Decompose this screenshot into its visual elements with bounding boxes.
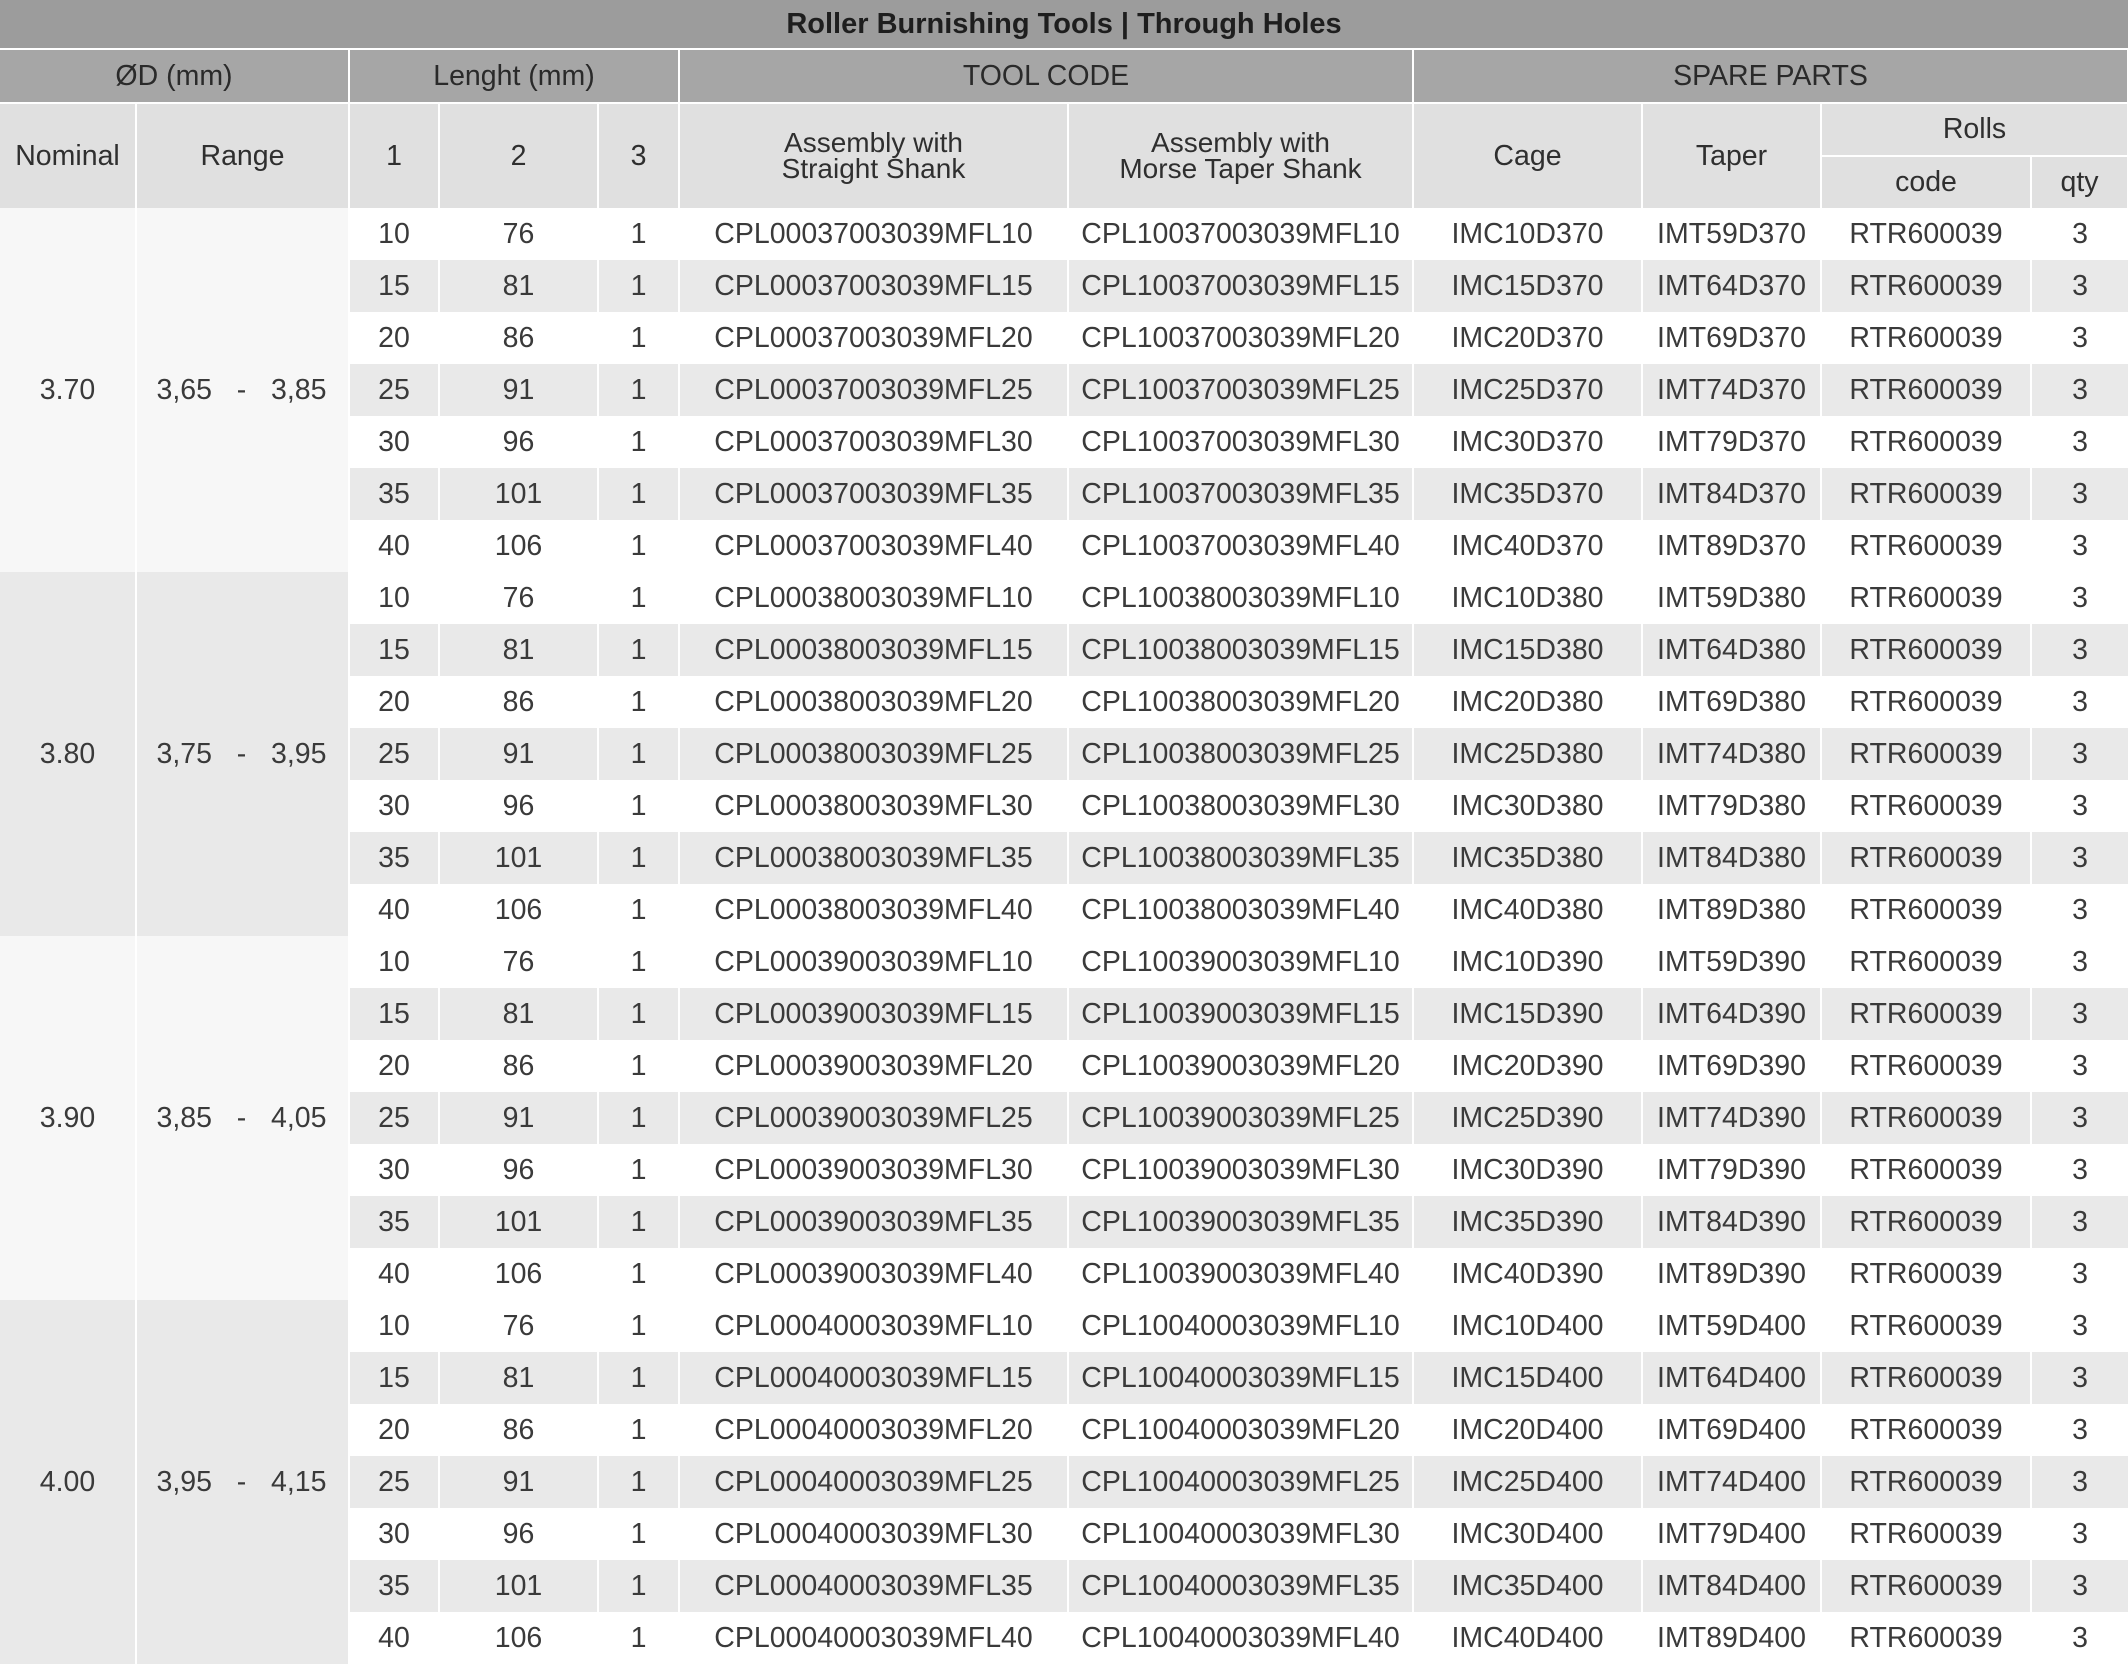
length-1-cell: 40 xyxy=(349,1612,439,1664)
taper-code-cell: IMT69D370 xyxy=(1642,312,1821,364)
roll-code-cell: RTR600039 xyxy=(1821,312,2031,364)
straight-shank-header-line1: Assembly with xyxy=(784,127,963,158)
length-1-cell: 25 xyxy=(349,364,439,416)
morse-taper-code-cell: CPL10040003039MFL20 xyxy=(1068,1404,1413,1456)
cage-code-cell: IMC35D370 xyxy=(1413,468,1642,520)
roll-code-cell: RTR600039 xyxy=(1821,832,2031,884)
straight-shank-code-cell: CPL00039003039MFL20 xyxy=(679,1040,1068,1092)
morse-taper-code-cell: CPL10037003039MFL25 xyxy=(1068,364,1413,416)
length-3-cell: 1 xyxy=(598,1196,679,1248)
roll-code-cell: RTR600039 xyxy=(1821,1196,2031,1248)
length-3-cell: 1 xyxy=(598,832,679,884)
cage-code-cell: IMC10D390 xyxy=(1413,936,1642,988)
table-row xyxy=(0,936,2128,988)
morse-taper-code-cell: CPL10039003039MFL15 xyxy=(1068,988,1413,1040)
range-dash: - xyxy=(224,1300,259,1664)
length-1-cell: 25 xyxy=(349,728,439,780)
length-1-cell: 15 xyxy=(349,988,439,1040)
length-1-header: 1 xyxy=(349,103,439,208)
roll-qty-cell: 3 xyxy=(2031,1352,2128,1404)
length-2-cell: 101 xyxy=(439,468,598,520)
roll-code-cell: RTR600039 xyxy=(1821,624,2031,676)
length-3-cell: 1 xyxy=(598,260,679,312)
straight-shank-code-cell: CPL00038003039MFL40 xyxy=(679,884,1068,936)
cage-code-cell: IMC10D400 xyxy=(1413,1300,1642,1352)
straight-shank-code-cell: CPL00038003039MFL15 xyxy=(679,624,1068,676)
nominal-header: Nominal xyxy=(0,103,136,208)
spare-parts-header: SPARE PARTS xyxy=(1413,49,2128,103)
roll-qty-cell: 3 xyxy=(2031,1040,2128,1092)
length-1-cell: 40 xyxy=(349,884,439,936)
straight-shank-code-cell: CPL00037003039MFL25 xyxy=(679,364,1068,416)
length-3-cell: 1 xyxy=(598,312,679,364)
morse-taper-header-line1: Assembly with xyxy=(1151,127,1330,158)
taper-code-cell: IMT64D390 xyxy=(1642,988,1821,1040)
roll-code-cell: RTR600039 xyxy=(1821,884,2031,936)
cage-code-cell: IMC25D400 xyxy=(1413,1456,1642,1508)
straight-shank-code-cell: CPL00038003039MFL30 xyxy=(679,780,1068,832)
length-2-cell: 91 xyxy=(439,728,598,780)
length-2-cell: 86 xyxy=(439,1404,598,1456)
taper-code-cell: IMT89D380 xyxy=(1642,884,1821,936)
cage-code-cell: IMC35D380 xyxy=(1413,832,1642,884)
taper-code-cell: IMT64D370 xyxy=(1642,260,1821,312)
straight-shank-code-cell: CPL00037003039MFL30 xyxy=(679,416,1068,468)
morse-taper-code-cell: CPL10038003039MFL40 xyxy=(1068,884,1413,936)
length-1-cell: 15 xyxy=(349,260,439,312)
roll-qty-cell: 3 xyxy=(2031,1456,2128,1508)
straight-shank-code-cell: CPL00040003039MFL15 xyxy=(679,1352,1068,1404)
roll-code-cell: RTR600039 xyxy=(1821,572,2031,624)
table-row xyxy=(0,572,2128,624)
table-body xyxy=(0,208,2128,1664)
taper-code-cell: IMT74D380 xyxy=(1642,728,1821,780)
length-1-cell: 15 xyxy=(349,624,439,676)
length-2-cell: 86 xyxy=(439,676,598,728)
length-3-header: 3 xyxy=(598,103,679,208)
taper-code-cell: IMT64D380 xyxy=(1642,624,1821,676)
morse-taper-code-cell: CPL10040003039MFL10 xyxy=(1068,1300,1413,1352)
range-dash: - xyxy=(224,208,259,572)
taper-code-cell: IMT79D380 xyxy=(1642,780,1821,832)
roll-code-cell: RTR600039 xyxy=(1821,1404,2031,1456)
cage-code-cell: IMC25D390 xyxy=(1413,1092,1642,1144)
roll-qty-cell: 3 xyxy=(2031,988,2128,1040)
roll-qty-cell: 3 xyxy=(2031,1092,2128,1144)
taper-code-cell: IMT89D400 xyxy=(1642,1612,1821,1664)
length-1-cell: 35 xyxy=(349,1560,439,1612)
length-1-cell: 20 xyxy=(349,676,439,728)
roll-code-cell: RTR600039 xyxy=(1821,1092,2031,1144)
roll-code-cell: RTR600039 xyxy=(1821,1040,2031,1092)
table-row xyxy=(0,208,2128,260)
length-2-cell: 106 xyxy=(439,1248,598,1300)
cage-code-cell: IMC25D380 xyxy=(1413,728,1642,780)
roll-code-cell: RTR600039 xyxy=(1821,988,2031,1040)
roll-code-cell: RTR600039 xyxy=(1821,1560,2031,1612)
nominal-cell: 4.00 xyxy=(0,1300,136,1664)
roll-qty-cell: 3 xyxy=(2031,1248,2128,1300)
length-2-cell: 91 xyxy=(439,1092,598,1144)
straight-shank-code-cell: CPL00040003039MFL25 xyxy=(679,1456,1068,1508)
roll-code-cell: RTR600039 xyxy=(1821,260,2031,312)
straight-shank-code-cell: CPL00038003039MFL20 xyxy=(679,676,1068,728)
roll-qty-cell: 3 xyxy=(2031,624,2128,676)
length-3-cell: 1 xyxy=(598,988,679,1040)
morse-taper-code-cell: CPL10039003039MFL10 xyxy=(1068,936,1413,988)
length-1-cell: 10 xyxy=(349,208,439,260)
length-1-cell: 40 xyxy=(349,1248,439,1300)
length-1-cell: 25 xyxy=(349,1456,439,1508)
morse-taper-code-cell: CPL10038003039MFL10 xyxy=(1068,572,1413,624)
length-2-cell: 106 xyxy=(439,1612,598,1664)
morse-taper-code-cell: CPL10039003039MFL30 xyxy=(1068,1144,1413,1196)
taper-code-cell: IMT69D380 xyxy=(1642,676,1821,728)
length-1-cell: 30 xyxy=(349,416,439,468)
length-1-cell: 10 xyxy=(349,1300,439,1352)
length-2-cell: 96 xyxy=(439,1144,598,1196)
cage-code-cell: IMC20D390 xyxy=(1413,1040,1642,1092)
straight-shank-code-cell: CPL00039003039MFL15 xyxy=(679,988,1068,1040)
straight-shank-code-cell: CPL00039003039MFL10 xyxy=(679,936,1068,988)
morse-taper-code-cell: CPL10038003039MFL30 xyxy=(1068,780,1413,832)
taper-header: Taper xyxy=(1642,103,1821,208)
taper-code-cell: IMT64D400 xyxy=(1642,1352,1821,1404)
rolls-header: Rolls xyxy=(1821,103,2128,156)
length-3-cell: 1 xyxy=(598,1040,679,1092)
length-2-cell: 91 xyxy=(439,1456,598,1508)
roll-code-cell: RTR600039 xyxy=(1821,1508,2031,1560)
cage-code-cell: IMC10D380 xyxy=(1413,572,1642,624)
roll-code-cell: RTR600039 xyxy=(1821,780,2031,832)
roll-code-cell: RTR600039 xyxy=(1821,1352,2031,1404)
roll-qty-cell: 3 xyxy=(2031,884,2128,936)
morse-taper-code-cell: CPL10040003039MFL15 xyxy=(1068,1352,1413,1404)
roll-code-cell: RTR600039 xyxy=(1821,936,2031,988)
length-3-cell: 1 xyxy=(598,1404,679,1456)
roll-qty-cell: 3 xyxy=(2031,416,2128,468)
roll-code-cell: RTR600039 xyxy=(1821,416,2031,468)
straight-shank-code-cell: CPL00040003039MFL35 xyxy=(679,1560,1068,1612)
length-1-cell: 25 xyxy=(349,1092,439,1144)
length-3-cell: 1 xyxy=(598,1092,679,1144)
table-title: Roller Burnishing Tools | Through Holes xyxy=(0,0,2128,49)
roll-qty-cell: 3 xyxy=(2031,728,2128,780)
length-2-header: 2 xyxy=(439,103,598,208)
taper-code-cell: IMT89D390 xyxy=(1642,1248,1821,1300)
length-1-cell: 20 xyxy=(349,1040,439,1092)
rolls-code-header: code xyxy=(1821,156,2031,208)
roll-qty-cell: 3 xyxy=(2031,208,2128,260)
morse-taper-header xyxy=(1068,103,1413,208)
roll-qty-cell: 3 xyxy=(2031,1300,2128,1352)
morse-taper-code-cell: CPL10039003039MFL20 xyxy=(1068,1040,1413,1092)
length-header: Lenght (mm) xyxy=(349,49,679,103)
roll-code-cell: RTR600039 xyxy=(1821,1248,2031,1300)
straight-shank-code-cell: CPL00040003039MFL40 xyxy=(679,1612,1068,1664)
roll-qty-cell: 3 xyxy=(2031,676,2128,728)
range-to-cell: 3,85 xyxy=(259,208,349,572)
length-1-cell: 20 xyxy=(349,312,439,364)
morse-taper-code-cell: CPL10040003039MFL25 xyxy=(1068,1456,1413,1508)
cage-code-cell: IMC40D380 xyxy=(1413,884,1642,936)
cage-code-cell: IMC20D370 xyxy=(1413,312,1642,364)
length-1-cell: 30 xyxy=(349,1144,439,1196)
cage-code-cell: IMC30D390 xyxy=(1413,1144,1642,1196)
morse-taper-code-cell: CPL10040003039MFL40 xyxy=(1068,1612,1413,1664)
morse-taper-code-cell: CPL10039003039MFL40 xyxy=(1068,1248,1413,1300)
range-from-cell: 3,95 xyxy=(136,1300,224,1664)
roll-qty-cell: 3 xyxy=(2031,260,2128,312)
cage-code-cell: IMC40D390 xyxy=(1413,1248,1642,1300)
straight-shank-code-cell: CPL00037003039MFL35 xyxy=(679,468,1068,520)
cage-code-cell: IMC15D380 xyxy=(1413,624,1642,676)
straight-shank-code-cell: CPL00037003039MFL15 xyxy=(679,260,1068,312)
range-from-cell: 3,65 xyxy=(136,208,224,572)
cage-code-cell: IMC35D400 xyxy=(1413,1560,1642,1612)
taper-code-cell: IMT59D400 xyxy=(1642,1300,1821,1352)
rolls-qty-header: qty xyxy=(2031,156,2128,208)
length-3-cell: 1 xyxy=(598,468,679,520)
roll-code-cell: RTR600039 xyxy=(1821,208,2031,260)
roll-qty-cell: 3 xyxy=(2031,1404,2128,1456)
cage-code-cell: IMC30D400 xyxy=(1413,1508,1642,1560)
taper-code-cell: IMT59D390 xyxy=(1642,936,1821,988)
length-3-cell: 1 xyxy=(598,1300,679,1352)
range-from-cell: 3,85 xyxy=(136,936,224,1300)
length-2-cell: 96 xyxy=(439,416,598,468)
straight-shank-header-line2: Straight Shank xyxy=(781,153,966,184)
roll-qty-cell: 3 xyxy=(2031,572,2128,624)
morse-taper-code-cell: CPL10037003039MFL10 xyxy=(1068,208,1413,260)
length-3-cell: 1 xyxy=(598,676,679,728)
morse-taper-code-cell: CPL10038003039MFL25 xyxy=(1068,728,1413,780)
tool-code-header: TOOL CODE xyxy=(679,49,1413,103)
cage-code-cell: IMC35D390 xyxy=(1413,1196,1642,1248)
roll-code-cell: RTR600039 xyxy=(1821,1300,2031,1352)
taper-code-cell: IMT69D400 xyxy=(1642,1404,1821,1456)
roll-qty-cell: 3 xyxy=(2031,312,2128,364)
roll-code-cell: RTR600039 xyxy=(1821,520,2031,572)
morse-taper-code-cell: CPL10037003039MFL30 xyxy=(1068,416,1413,468)
straight-shank-code-cell: CPL00040003039MFL30 xyxy=(679,1508,1068,1560)
length-2-cell: 91 xyxy=(439,364,598,416)
cage-code-cell: IMC30D380 xyxy=(1413,780,1642,832)
cage-code-cell: IMC15D400 xyxy=(1413,1352,1642,1404)
morse-taper-code-cell: CPL10037003039MFL20 xyxy=(1068,312,1413,364)
length-1-cell: 35 xyxy=(349,468,439,520)
cage-code-cell: IMC30D370 xyxy=(1413,416,1642,468)
taper-code-cell: IMT84D390 xyxy=(1642,1196,1821,1248)
length-3-cell: 1 xyxy=(598,208,679,260)
range-to-cell: 4,05 xyxy=(259,936,349,1300)
length-2-cell: 81 xyxy=(439,988,598,1040)
diameter-header: ØD (mm) xyxy=(0,49,349,103)
straight-shank-code-cell: CPL00039003039MFL25 xyxy=(679,1092,1068,1144)
length-2-cell: 96 xyxy=(439,780,598,832)
roll-code-cell: RTR600039 xyxy=(1821,676,2031,728)
morse-taper-header-line2: Morse Taper Shank xyxy=(1119,153,1362,184)
morse-taper-code-cell: CPL10037003039MFL35 xyxy=(1068,468,1413,520)
nominal-cell: 3.90 xyxy=(0,936,136,1300)
length-1-cell: 30 xyxy=(349,1508,439,1560)
length-3-cell: 1 xyxy=(598,936,679,988)
straight-shank-code-cell: CPL00037003039MFL10 xyxy=(679,208,1068,260)
morse-taper-code-cell: CPL10038003039MFL35 xyxy=(1068,832,1413,884)
length-3-cell: 1 xyxy=(598,1248,679,1300)
length-1-cell: 40 xyxy=(349,520,439,572)
cage-code-cell: IMC20D380 xyxy=(1413,676,1642,728)
roll-qty-cell: 3 xyxy=(2031,832,2128,884)
morse-taper-code-cell: CPL10037003039MFL40 xyxy=(1068,520,1413,572)
straight-shank-code-cell: CPL00037003039MFL20 xyxy=(679,312,1068,364)
cage-code-cell: IMC10D370 xyxy=(1413,208,1642,260)
length-2-cell: 106 xyxy=(439,520,598,572)
length-1-cell: 20 xyxy=(349,1404,439,1456)
roll-qty-cell: 3 xyxy=(2031,780,2128,832)
roll-qty-cell: 3 xyxy=(2031,364,2128,416)
morse-taper-code-cell: CPL10040003039MFL30 xyxy=(1068,1508,1413,1560)
taper-code-cell: IMT74D370 xyxy=(1642,364,1821,416)
taper-code-cell: IMT59D380 xyxy=(1642,572,1821,624)
roll-code-cell: RTR600039 xyxy=(1821,364,2031,416)
morse-taper-code-cell: CPL10038003039MFL20 xyxy=(1068,676,1413,728)
length-3-cell: 1 xyxy=(598,1560,679,1612)
straight-shank-code-cell: CPL00039003039MFL35 xyxy=(679,1196,1068,1248)
length-2-cell: 106 xyxy=(439,884,598,936)
length-1-cell: 35 xyxy=(349,1196,439,1248)
roll-code-cell: RTR600039 xyxy=(1821,1612,2031,1664)
roll-qty-cell: 3 xyxy=(2031,1560,2128,1612)
range-dash: - xyxy=(224,936,259,1300)
length-1-cell: 15 xyxy=(349,1352,439,1404)
roll-code-cell: RTR600039 xyxy=(1821,468,2031,520)
cage-code-cell: IMC40D400 xyxy=(1413,1612,1642,1664)
range-dash: - xyxy=(224,572,259,936)
straight-shank-code-cell: CPL00038003039MFL10 xyxy=(679,572,1068,624)
range-to-cell: 3,95 xyxy=(259,572,349,936)
length-2-cell: 81 xyxy=(439,260,598,312)
length-2-cell: 76 xyxy=(439,1300,598,1352)
length-3-cell: 1 xyxy=(598,624,679,676)
roll-qty-cell: 3 xyxy=(2031,1196,2128,1248)
length-2-cell: 101 xyxy=(439,1196,598,1248)
morse-taper-code-cell: CPL10039003039MFL25 xyxy=(1068,1092,1413,1144)
length-2-cell: 96 xyxy=(439,1508,598,1560)
cage-code-cell: IMC40D370 xyxy=(1413,520,1642,572)
taper-code-cell: IMT74D400 xyxy=(1642,1456,1821,1508)
length-3-cell: 1 xyxy=(598,1612,679,1664)
taper-code-cell: IMT84D370 xyxy=(1642,468,1821,520)
straight-shank-code-cell: CPL00040003039MFL20 xyxy=(679,1404,1068,1456)
range-from-cell: 3,75 xyxy=(136,572,224,936)
length-1-cell: 30 xyxy=(349,780,439,832)
cage-code-cell: IMC15D390 xyxy=(1413,988,1642,1040)
cage-header: Cage xyxy=(1413,103,1642,208)
length-2-cell: 76 xyxy=(439,936,598,988)
length-3-cell: 1 xyxy=(598,520,679,572)
nominal-cell: 3.70 xyxy=(0,208,136,572)
morse-taper-code-cell: CPL10038003039MFL15 xyxy=(1068,624,1413,676)
taper-code-cell: IMT59D370 xyxy=(1642,208,1821,260)
straight-shank-code-cell: CPL00037003039MFL40 xyxy=(679,520,1068,572)
roll-code-cell: RTR600039 xyxy=(1821,1144,2031,1196)
length-1-cell: 10 xyxy=(349,936,439,988)
length-2-cell: 101 xyxy=(439,832,598,884)
taper-code-cell: IMT84D380 xyxy=(1642,832,1821,884)
taper-code-cell: IMT79D370 xyxy=(1642,416,1821,468)
range-header: Range xyxy=(136,103,349,208)
cage-code-cell: IMC20D400 xyxy=(1413,1404,1642,1456)
length-3-cell: 1 xyxy=(598,1352,679,1404)
straight-shank-code-cell: CPL00038003039MFL25 xyxy=(679,728,1068,780)
length-3-cell: 1 xyxy=(598,1144,679,1196)
taper-code-cell: IMT84D400 xyxy=(1642,1560,1821,1612)
roll-qty-cell: 3 xyxy=(2031,1144,2128,1196)
morse-taper-code-cell: CPL10039003039MFL35 xyxy=(1068,1196,1413,1248)
roll-qty-cell: 3 xyxy=(2031,936,2128,988)
straight-shank-code-cell: CPL00039003039MFL40 xyxy=(679,1248,1068,1300)
length-2-cell: 101 xyxy=(439,1560,598,1612)
roll-code-cell: RTR600039 xyxy=(1821,728,2031,780)
taper-code-cell: IMT89D370 xyxy=(1642,520,1821,572)
length-2-cell: 86 xyxy=(439,312,598,364)
taper-code-cell: IMT79D390 xyxy=(1642,1144,1821,1196)
length-3-cell: 1 xyxy=(598,780,679,832)
length-3-cell: 1 xyxy=(598,1508,679,1560)
roll-code-cell: RTR600039 xyxy=(1821,1456,2031,1508)
length-3-cell: 1 xyxy=(598,416,679,468)
length-3-cell: 1 xyxy=(598,572,679,624)
length-3-cell: 1 xyxy=(598,1456,679,1508)
roll-qty-cell: 3 xyxy=(2031,468,2128,520)
cage-code-cell: IMC15D370 xyxy=(1413,260,1642,312)
length-2-cell: 81 xyxy=(439,624,598,676)
length-3-cell: 1 xyxy=(598,728,679,780)
length-2-cell: 76 xyxy=(439,208,598,260)
table-row xyxy=(0,1300,2128,1352)
length-2-cell: 81 xyxy=(439,1352,598,1404)
length-2-cell: 76 xyxy=(439,572,598,624)
straight-shank-code-cell: CPL00039003039MFL30 xyxy=(679,1144,1068,1196)
straight-shank-code-cell: CPL00038003039MFL35 xyxy=(679,832,1068,884)
length-1-cell: 10 xyxy=(349,572,439,624)
straight-shank-code-cell: CPL00040003039MFL10 xyxy=(679,1300,1068,1352)
morse-taper-code-cell: CPL10037003039MFL15 xyxy=(1068,260,1413,312)
length-3-cell: 1 xyxy=(598,364,679,416)
range-to-cell: 4,15 xyxy=(259,1300,349,1664)
length-1-cell: 35 xyxy=(349,832,439,884)
cage-code-cell: IMC25D370 xyxy=(1413,364,1642,416)
taper-code-cell: IMT69D390 xyxy=(1642,1040,1821,1092)
morse-taper-code-cell: CPL10040003039MFL35 xyxy=(1068,1560,1413,1612)
straight-shank-header xyxy=(679,103,1068,208)
taper-code-cell: IMT79D400 xyxy=(1642,1508,1821,1560)
taper-code-cell: IMT74D390 xyxy=(1642,1092,1821,1144)
roll-qty-cell: 3 xyxy=(2031,1508,2128,1560)
length-3-cell: 1 xyxy=(598,884,679,936)
length-2-cell: 86 xyxy=(439,1040,598,1092)
nominal-cell: 3.80 xyxy=(0,572,136,936)
roll-qty-cell: 3 xyxy=(2031,520,2128,572)
roll-qty-cell: 3 xyxy=(2031,1612,2128,1664)
